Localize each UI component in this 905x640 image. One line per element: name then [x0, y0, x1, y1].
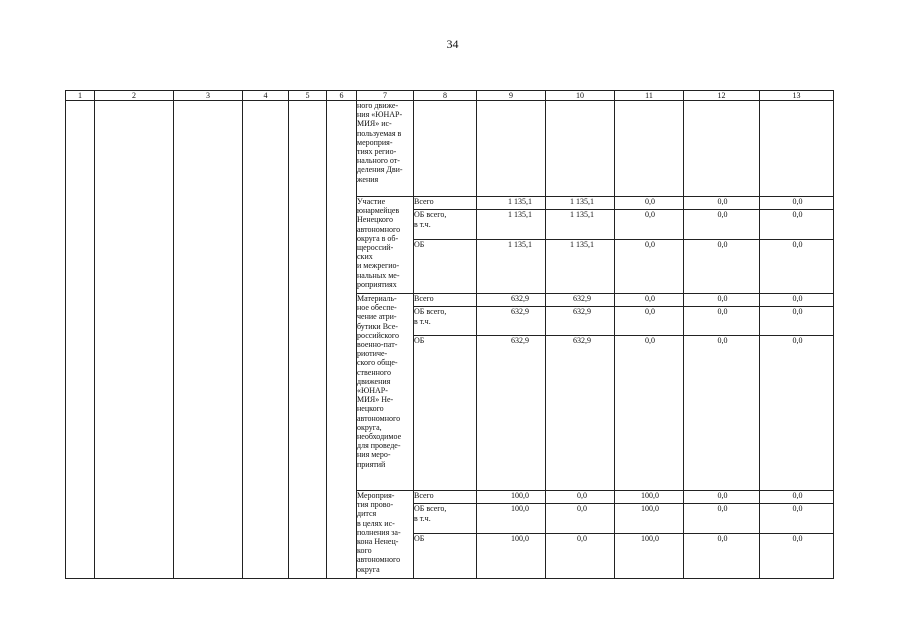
column-header: 9 — [477, 91, 546, 101]
value-cell — [615, 534, 684, 579]
value-text: 0,0 — [645, 336, 655, 345]
value-text: 1 135,1 — [570, 197, 594, 206]
value-cell — [684, 504, 760, 534]
description-cell — [357, 491, 414, 579]
col-4-cell — [243, 101, 289, 579]
description-cell — [357, 101, 414, 197]
source-cell — [414, 101, 477, 197]
value-cell — [684, 240, 760, 294]
value-cell — [546, 197, 615, 210]
value-text: 0,0 — [717, 336, 728, 345]
source-cell — [414, 197, 477, 210]
value-text: 0,0 — [645, 210, 655, 219]
value-cell — [546, 307, 615, 336]
value-cell — [546, 294, 615, 307]
source-cell — [414, 534, 477, 579]
value-text: 100,0 — [511, 504, 529, 513]
value-cell — [684, 197, 760, 210]
value-cell — [477, 294, 546, 307]
value-text: 0,0 — [792, 336, 803, 345]
value-text: 0,0 — [792, 294, 803, 303]
source-label: ОБ всего, в т.ч. — [414, 210, 447, 229]
description-text: ного движе- ния «ЮНАР- МИЯ» ис- пользуемая в мероприя- тиях регио- нального от- деления Дви- жения — [357, 101, 403, 184]
source-cell — [414, 294, 477, 307]
value-text: 0,0 — [792, 491, 803, 500]
column-header: 10 — [546, 91, 615, 101]
column-header: 11 — [615, 91, 684, 101]
col-6-cell — [327, 101, 357, 579]
value-text: 0,0 — [717, 240, 728, 249]
value-text: 100,0 — [641, 491, 659, 500]
budget-table — [65, 90, 834, 579]
column-header: 13 — [760, 91, 834, 101]
column-header: 6 — [327, 91, 357, 101]
value-text: 0,0 — [717, 197, 728, 206]
value-cell — [477, 336, 546, 491]
column-header: 4 — [243, 91, 289, 101]
column-header: 7 — [357, 91, 414, 101]
value-cell — [684, 336, 760, 491]
value-cell — [477, 307, 546, 336]
value-text: 1 135,1 — [508, 240, 532, 249]
column-header: 2 — [95, 91, 174, 101]
description-text: Участие юнармейцев Ненецкого автономного округа в об- щероссий- ских и межрегио- нальных ме- роприятиях — [357, 197, 401, 289]
value-text: 632,9 — [511, 307, 529, 316]
value-cell — [684, 294, 760, 307]
value-text: 0,0 — [577, 534, 587, 543]
value-cell — [615, 504, 684, 534]
value-cell — [615, 307, 684, 336]
value-text: 0,0 — [645, 240, 655, 249]
description-cell — [357, 197, 414, 294]
value-cell — [760, 210, 834, 240]
value-cell — [615, 491, 684, 504]
value-cell — [684, 491, 760, 504]
source-cell — [414, 307, 477, 336]
value-cell — [477, 197, 546, 210]
source-cell — [414, 210, 477, 240]
page-number: 34 — [446, 37, 459, 51]
source-cell — [414, 504, 477, 534]
value-text: 0,0 — [577, 504, 587, 513]
value-text: 632,9 — [511, 294, 529, 303]
value-cell — [615, 101, 684, 197]
description-text: Мероприя- тия прово- дится в целях ис- полнения за- кона Ненец- кого автономного округа — [357, 491, 401, 574]
value-text: 0,0 — [792, 307, 803, 316]
value-text: 0,0 — [717, 491, 728, 500]
value-cell — [615, 197, 684, 210]
source-cell — [414, 491, 477, 504]
value-text: 632,9 — [573, 294, 591, 303]
source-label: ОБ — [414, 336, 425, 345]
col-3-cell — [174, 101, 243, 579]
value-cell — [684, 101, 760, 197]
value-text: 1 135,1 — [508, 197, 532, 206]
value-cell — [684, 534, 760, 579]
column-header: 12 — [684, 91, 760, 101]
value-cell — [684, 210, 760, 240]
column-header: 5 — [289, 91, 327, 101]
value-cell — [760, 197, 834, 210]
value-cell — [546, 336, 615, 491]
value-text: 0,0 — [717, 534, 728, 543]
source-label: ОБ — [414, 534, 425, 543]
value-cell — [760, 101, 834, 197]
value-text: 100,0 — [641, 534, 659, 543]
column-header: 1 — [66, 91, 95, 101]
value-cell — [477, 210, 546, 240]
description-cell — [357, 294, 414, 491]
column-number-row — [66, 91, 834, 101]
value-cell — [760, 307, 834, 336]
value-cell — [760, 534, 834, 579]
value-cell — [546, 210, 615, 240]
value-cell — [546, 240, 615, 294]
value-text: 0,0 — [717, 294, 728, 303]
value-cell — [546, 504, 615, 534]
value-cell — [477, 504, 546, 534]
source-label: Всего — [414, 491, 434, 500]
value-cell — [760, 504, 834, 534]
value-cell — [760, 336, 834, 491]
value-text: 0,0 — [645, 307, 655, 316]
value-cell — [615, 336, 684, 491]
col-2-cell — [95, 101, 174, 579]
value-text: 0,0 — [577, 491, 587, 500]
value-text: 100,0 — [641, 504, 659, 513]
value-cell — [760, 294, 834, 307]
value-text: 632,9 — [573, 336, 591, 345]
value-text: 632,9 — [511, 336, 529, 345]
value-cell — [760, 240, 834, 294]
col-5-cell — [289, 101, 327, 579]
value-text: 632,9 — [573, 307, 591, 316]
value-text: 0,0 — [792, 504, 803, 513]
value-cell — [477, 491, 546, 504]
column-header: 8 — [414, 91, 477, 101]
col-1-cell — [66, 101, 95, 579]
value-cell — [477, 101, 546, 197]
value-cell — [546, 491, 615, 504]
value-text: 0,0 — [792, 197, 803, 206]
value-cell — [615, 294, 684, 307]
source-label: Всего — [414, 197, 434, 206]
column-header: 3 — [174, 91, 243, 101]
value-text: 0,0 — [717, 307, 728, 316]
value-cell — [546, 534, 615, 579]
value-text: 0,0 — [792, 210, 803, 219]
value-text: 0,0 — [792, 534, 803, 543]
value-text: 1 135,1 — [570, 210, 594, 219]
source-cell — [414, 240, 477, 294]
source-label: ОБ всего, в т.ч. — [414, 504, 447, 523]
description-text: Материаль- ное обеспе- чение атри- бутики Все- российского военно-пат- риотиче- ского обще- ственного движения «ЮНАР- МИЯ» Не- нецкого автономного округа, необходимое для проведе- ния меро- приятий — [357, 294, 402, 469]
value-text: 100,0 — [511, 534, 529, 543]
source-cell — [414, 336, 477, 491]
value-text: 0,0 — [717, 504, 728, 513]
value-text: 100,0 — [511, 491, 529, 500]
source-label: ОБ всего, в т.ч. — [414, 307, 447, 326]
value-text: 0,0 — [717, 210, 728, 219]
value-cell — [684, 307, 760, 336]
value-cell — [760, 491, 834, 504]
value-text: 0,0 — [792, 240, 803, 249]
table-row — [66, 101, 834, 197]
value-text: 1 135,1 — [508, 210, 532, 219]
value-cell — [546, 101, 615, 197]
value-cell — [615, 240, 684, 294]
value-text: 0,0 — [645, 197, 655, 206]
source-label: Всего — [414, 294, 434, 303]
source-label: ОБ — [414, 240, 425, 249]
value-cell — [615, 210, 684, 240]
value-text: 1 135,1 — [570, 240, 594, 249]
value-cell — [477, 534, 546, 579]
value-cell — [477, 240, 546, 294]
value-text: 0,0 — [645, 294, 655, 303]
